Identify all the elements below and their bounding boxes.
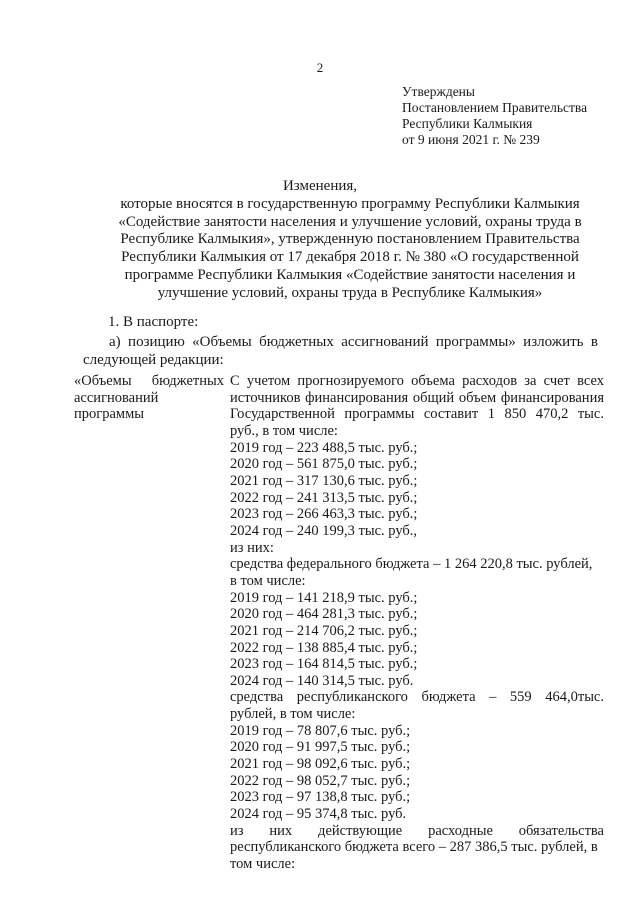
- text-line: средства федерального бюджета – 1 264 220,8 тыс. рублей,: [230, 556, 593, 573]
- page-number: 2: [316, 60, 324, 75]
- text-line: руб., в том числе:: [230, 422, 338, 439]
- text-line: рублей, в том числе:: [230, 706, 356, 723]
- document-title: Изменения,: [282, 178, 358, 194]
- total-year-line: 2024 год – 240 199,3 тыс. руб.,: [230, 522, 418, 539]
- approval-line: Утверждены: [402, 84, 475, 99]
- federal-year-line: 2020 год – 464 281,3 тыс. руб.;: [230, 606, 418, 623]
- approval-line: Республики Калмыкия: [402, 116, 533, 131]
- subtitle-line: которые вносятся в государственную программу Республики Калмыкия: [120, 196, 580, 212]
- total-year-line: 2021 год – 317 130,6 тыс. руб.;: [230, 472, 418, 489]
- label-line: «Объемы бюджетных: [74, 373, 224, 389]
- republic-year-line: 2023 год – 97 138,8 тыс. руб.;: [230, 789, 411, 806]
- table-value-cell: [230, 373, 604, 873]
- text-line: Государственной программы составит 1 850 470,2 тыс.: [230, 406, 604, 423]
- text-line: источников финансирования общий объем финансирования: [230, 389, 604, 406]
- republic-year-line: 2019 год – 78 807,6 тыс. руб.;: [230, 722, 411, 739]
- republic-year-line: 2024 год – 95 374,8 тыс. руб.: [230, 806, 407, 823]
- table-label-cell: [74, 373, 224, 423]
- republic-year-line: 2022 год – 98 052,7 тыс. руб.;: [230, 772, 411, 789]
- total-year-line: 2020 год – 561 875,0 тыс. руб.;: [230, 456, 418, 473]
- text-line: том числе:: [230, 856, 296, 873]
- approval-block: [402, 84, 587, 148]
- text-line: С учетом прогнозируемого объема расходов за счет всех: [230, 373, 604, 389]
- text-line: республиканского бюджета всего – 287 386,5 тыс. рублей, в: [230, 839, 598, 856]
- text-line: средства республиканского бюджета – 559 464,0тыс.: [230, 689, 604, 706]
- label-line: программы: [74, 406, 144, 422]
- republic-year-line: 2020 год – 91 997,5 тыс. руб.;: [230, 739, 411, 756]
- document-subtitle: [96, 196, 604, 302]
- federal-year-line: 2021 год – 214 706,2 тыс. руб.;: [230, 622, 418, 639]
- text-line: из них действующие расходные обязательства: [230, 822, 604, 839]
- approval-line: Постановлением Правительства: [402, 100, 588, 115]
- position-line: следующей редакции:: [83, 352, 224, 368]
- federal-year-line: 2023 год – 164 814,5 тыс. руб.;: [230, 656, 418, 673]
- total-year-line: 2019 год – 223 488,5 тыс. руб.;: [230, 439, 418, 456]
- federal-year-line: 2022 год – 138 885,4 тыс. руб.;: [230, 639, 418, 656]
- subtitle-line: Республики Калмыкия от 17 декабря 2018 г. № 380 «О государственной: [121, 249, 579, 266]
- text-line: в том числе:: [230, 572, 306, 589]
- section-heading: 1. В паспорте:: [108, 314, 199, 330]
- text-line: из них:: [230, 539, 274, 556]
- subtitle-line: Республике Калмыкия», утвержденную постановлением Правительства: [120, 231, 580, 248]
- position-paragraph: [83, 333, 598, 369]
- total-year-line: 2023 год – 266 463,3 тыс. руб.;: [230, 506, 418, 523]
- federal-year-line: 2019 год – 141 218,9 тыс. руб.;: [230, 589, 418, 606]
- label-line: ассигнований: [74, 389, 159, 406]
- position-line: а) позицию «Объемы бюджетных ассигнований программы» изложить в: [109, 334, 598, 350]
- total-year-line: 2022 год – 241 313,5 тыс. руб.;: [230, 489, 418, 506]
- subtitle-line: «Содействие занятости населения и улучшение условий, охраны труда в: [118, 213, 582, 230]
- approval-line: от 9 июня 2021 г. № 239: [402, 132, 540, 147]
- republic-year-line: 2021 год – 98 092,6 тыс. руб.;: [230, 756, 411, 773]
- federal-year-line: 2024 год – 140 314,5 тыс. руб.: [230, 672, 414, 689]
- subtitle-line: улучшение условий, охраны труда в Республике Калмыкия»: [157, 284, 543, 301]
- subtitle-line: программе Республики Калмыкия «Содействие занятости населения и: [124, 266, 576, 283]
